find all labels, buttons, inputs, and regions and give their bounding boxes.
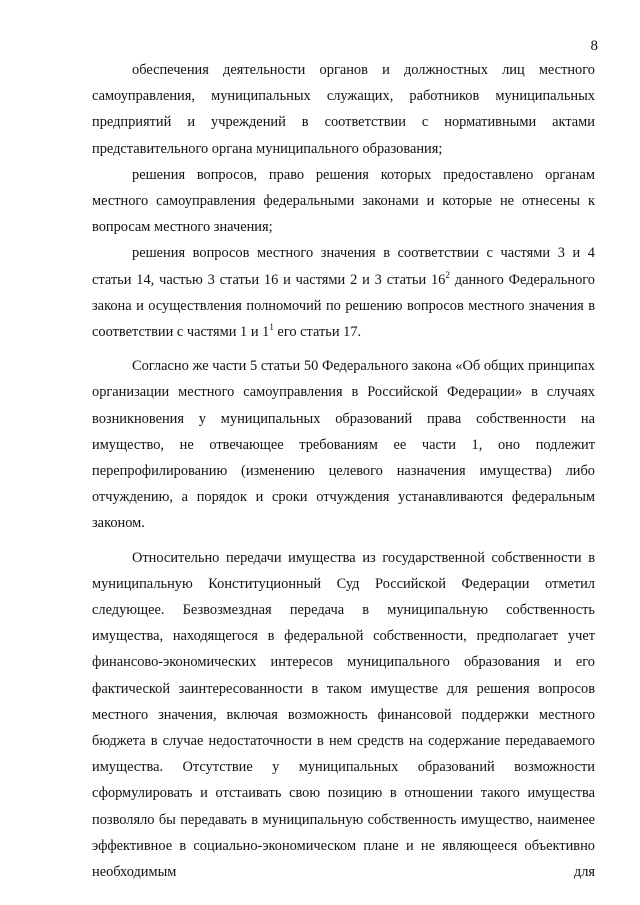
paragraph-2 [92, 162, 595, 241]
page-number: 8 [590, 38, 598, 54]
paragraph-3-text-b: данного Федерального закона и осуществления полномочий по решению вопросов местного значения в соответствии с частями 1 и 1 [92, 271, 596, 341]
paragraph-3-text-c: его статьи 17. [273, 324, 362, 341]
superscript-1: 1 [269, 322, 274, 333]
paragraph-3 [92, 240, 595, 345]
superscript-2: 2 [445, 269, 450, 280]
paragraph-4-text: Согласно же части 5 статьи 50 Федерального закона «Об общих принципах организации местного самоуправления в Российской Федерации» в случаях возникновения у муниципальных образований права собственности на имущество, не отвечающее требованиям ее части 1, оно подлежит перепрофилированию (изменению целевого назначения имущества) либо отчуждению, а порядок и сроки отчуждения устанавливаются федеральным законом. [92, 358, 595, 532]
paragraph-1-text: обеспечения деятельности органов и должностных лиц местного самоуправления, муниципальных служащих, работников муниципальных предприятий и учреждений в соответствии с нормативными актами представительного органа муниципального образования; [92, 62, 595, 157]
paragraph-2-text: решения вопросов, право решения которых предоставлено органам местного самоуправления федеральными законами и которые не отнесены к вопросам местного значения; [92, 166, 595, 236]
paragraph-5-text: Относительно передачи имущества из государственной собственности в муниципальную Конституционный Суд Российской Федерации отметил следующее. Безвозмездная передача в муниципальную собственность имущества, находящегося в федеральной собственности, предполагает учет финансово-экономических интересов муниципального образования и его фактической заинтересованности в таком имуществе для решения вопросов местного значения, включая возможность финансовой поддержки местного бюджета в случае недостаточности в нем средств на содержание передаваемого имущества. Отсутствие у муниципальных образований возможности сформулировать и отстаивать свою позицию в отношении такого имущества позволяло бы передавать в муниципальную собственность имущество, наименее эффективное в социально-экономическом плане и не являющееся объективно необходимым для [92, 549, 595, 881]
paragraph-1 [92, 57, 595, 162]
document-body [92, 57, 595, 885]
paragraph-3-text-a: решения вопросов местного значения в соответствии с частями 3 и 4 статьи 14, частью 3 статьи 16 и частями 2 и 3 статьи 16 [92, 245, 595, 288]
paragraph-4 [92, 353, 595, 536]
paragraph-5 [92, 545, 595, 886]
